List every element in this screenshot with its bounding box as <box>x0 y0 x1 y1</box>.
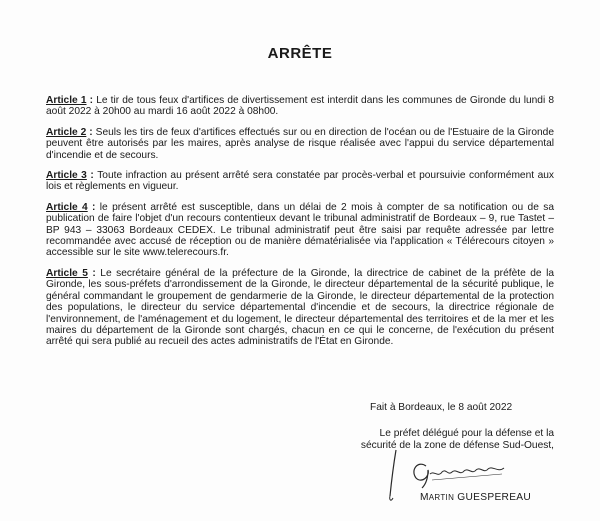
article-text: Le tir de tous feux d'artifices de divertissement est interdit dans les communes de Gironde du lundi 8 août 2022 à 20h00 au mardi 16 août 2022 à 08h00. <box>46 95 555 118</box>
signatory-title-line-1: Le préfet délégué pour la défense et la <box>379 428 554 439</box>
signer-name <box>420 492 531 504</box>
signatory-title-line-2: sécurité de la zone de défense Sud-Ouest, <box>360 439 554 451</box>
signer-first-initial: M <box>420 492 429 503</box>
article-text: Le secrétaire général de la préfecture de la Gironde, la directrice de cabinet de la préfète de la Gironde, les sous-préfets d'arrondissement de la Gironde, le directeur départemental de la sécurité publique, le général commandant le groupement de gendarmerie de la Gironde, le directeur départemental de la protection des populations, le directeur du service départemental d'incendie et de secours, la directrice régionale de l'environnement, de l'aménagement et du logement, le directeur départemental des territoires et de la mer et les maires du département de la Gironde sont chargés, chacun en ce qui le concerne, de l'exécution du présent arrêté qui sera publié au recueil des actes administratifs de l'État en Gironde. <box>46 267 554 348</box>
place-date-line: Fait à Bordeaux, le 8 août 2022 <box>370 402 513 413</box>
articles-list <box>46 95 554 357</box>
article-separator: : <box>86 126 96 138</box>
article-separator: : <box>87 267 101 279</box>
article-label: Article 4 <box>46 201 88 213</box>
article-4 <box>46 202 554 259</box>
signer-first-rest: ARTIN <box>428 493 455 502</box>
article-text: le présent arrêté est susceptible, dans un délai de 2 mois à compter de sa notification ou de sa publication de faire l'objet d'un recours contentieux devant le tribunal administratif de Bordeaux – 9, rue Tastet – BP 943 – 33063 Bordeaux CEDEX. Le tribunal administratif peut être saisi par requête adressée par lettre recommandée avec accusé de réception ou de manière dématérialisée via l'application « Télérecours citoyen » accessible sur le site www.telerecours.fr. <box>46 201 554 259</box>
article-label: Article 5 <box>46 267 88 279</box>
article-separator: : <box>86 170 98 182</box>
article-separator: : <box>87 201 100 213</box>
article-2 <box>46 127 554 161</box>
document-title: ARRÊTE <box>267 45 333 62</box>
article-separator: : <box>86 95 97 106</box>
article-label: Article 1 <box>46 95 87 106</box>
article-label: Article 2 <box>46 126 87 138</box>
article-1 <box>46 95 554 118</box>
article-text: Toute infraction au présent arrêté sera constatée par procès-verbal et poursuivie conformément aux lois et règlements en vigueur. <box>46 170 554 193</box>
article-3 <box>46 170 554 193</box>
article-text: Seuls les tirs de feux d'artifices effectués sur ou en direction de l'océan ou de l'Estuaire de la Gironde peuvent être autorisés par les maires, après analyse de risque réalisée avec l'appui du service départemental d'incendie et de secours. <box>46 126 554 161</box>
article-label: Article 3 <box>46 170 87 182</box>
signer-last-name: GUESPEREAU <box>457 492 532 503</box>
article-5 <box>46 268 554 348</box>
